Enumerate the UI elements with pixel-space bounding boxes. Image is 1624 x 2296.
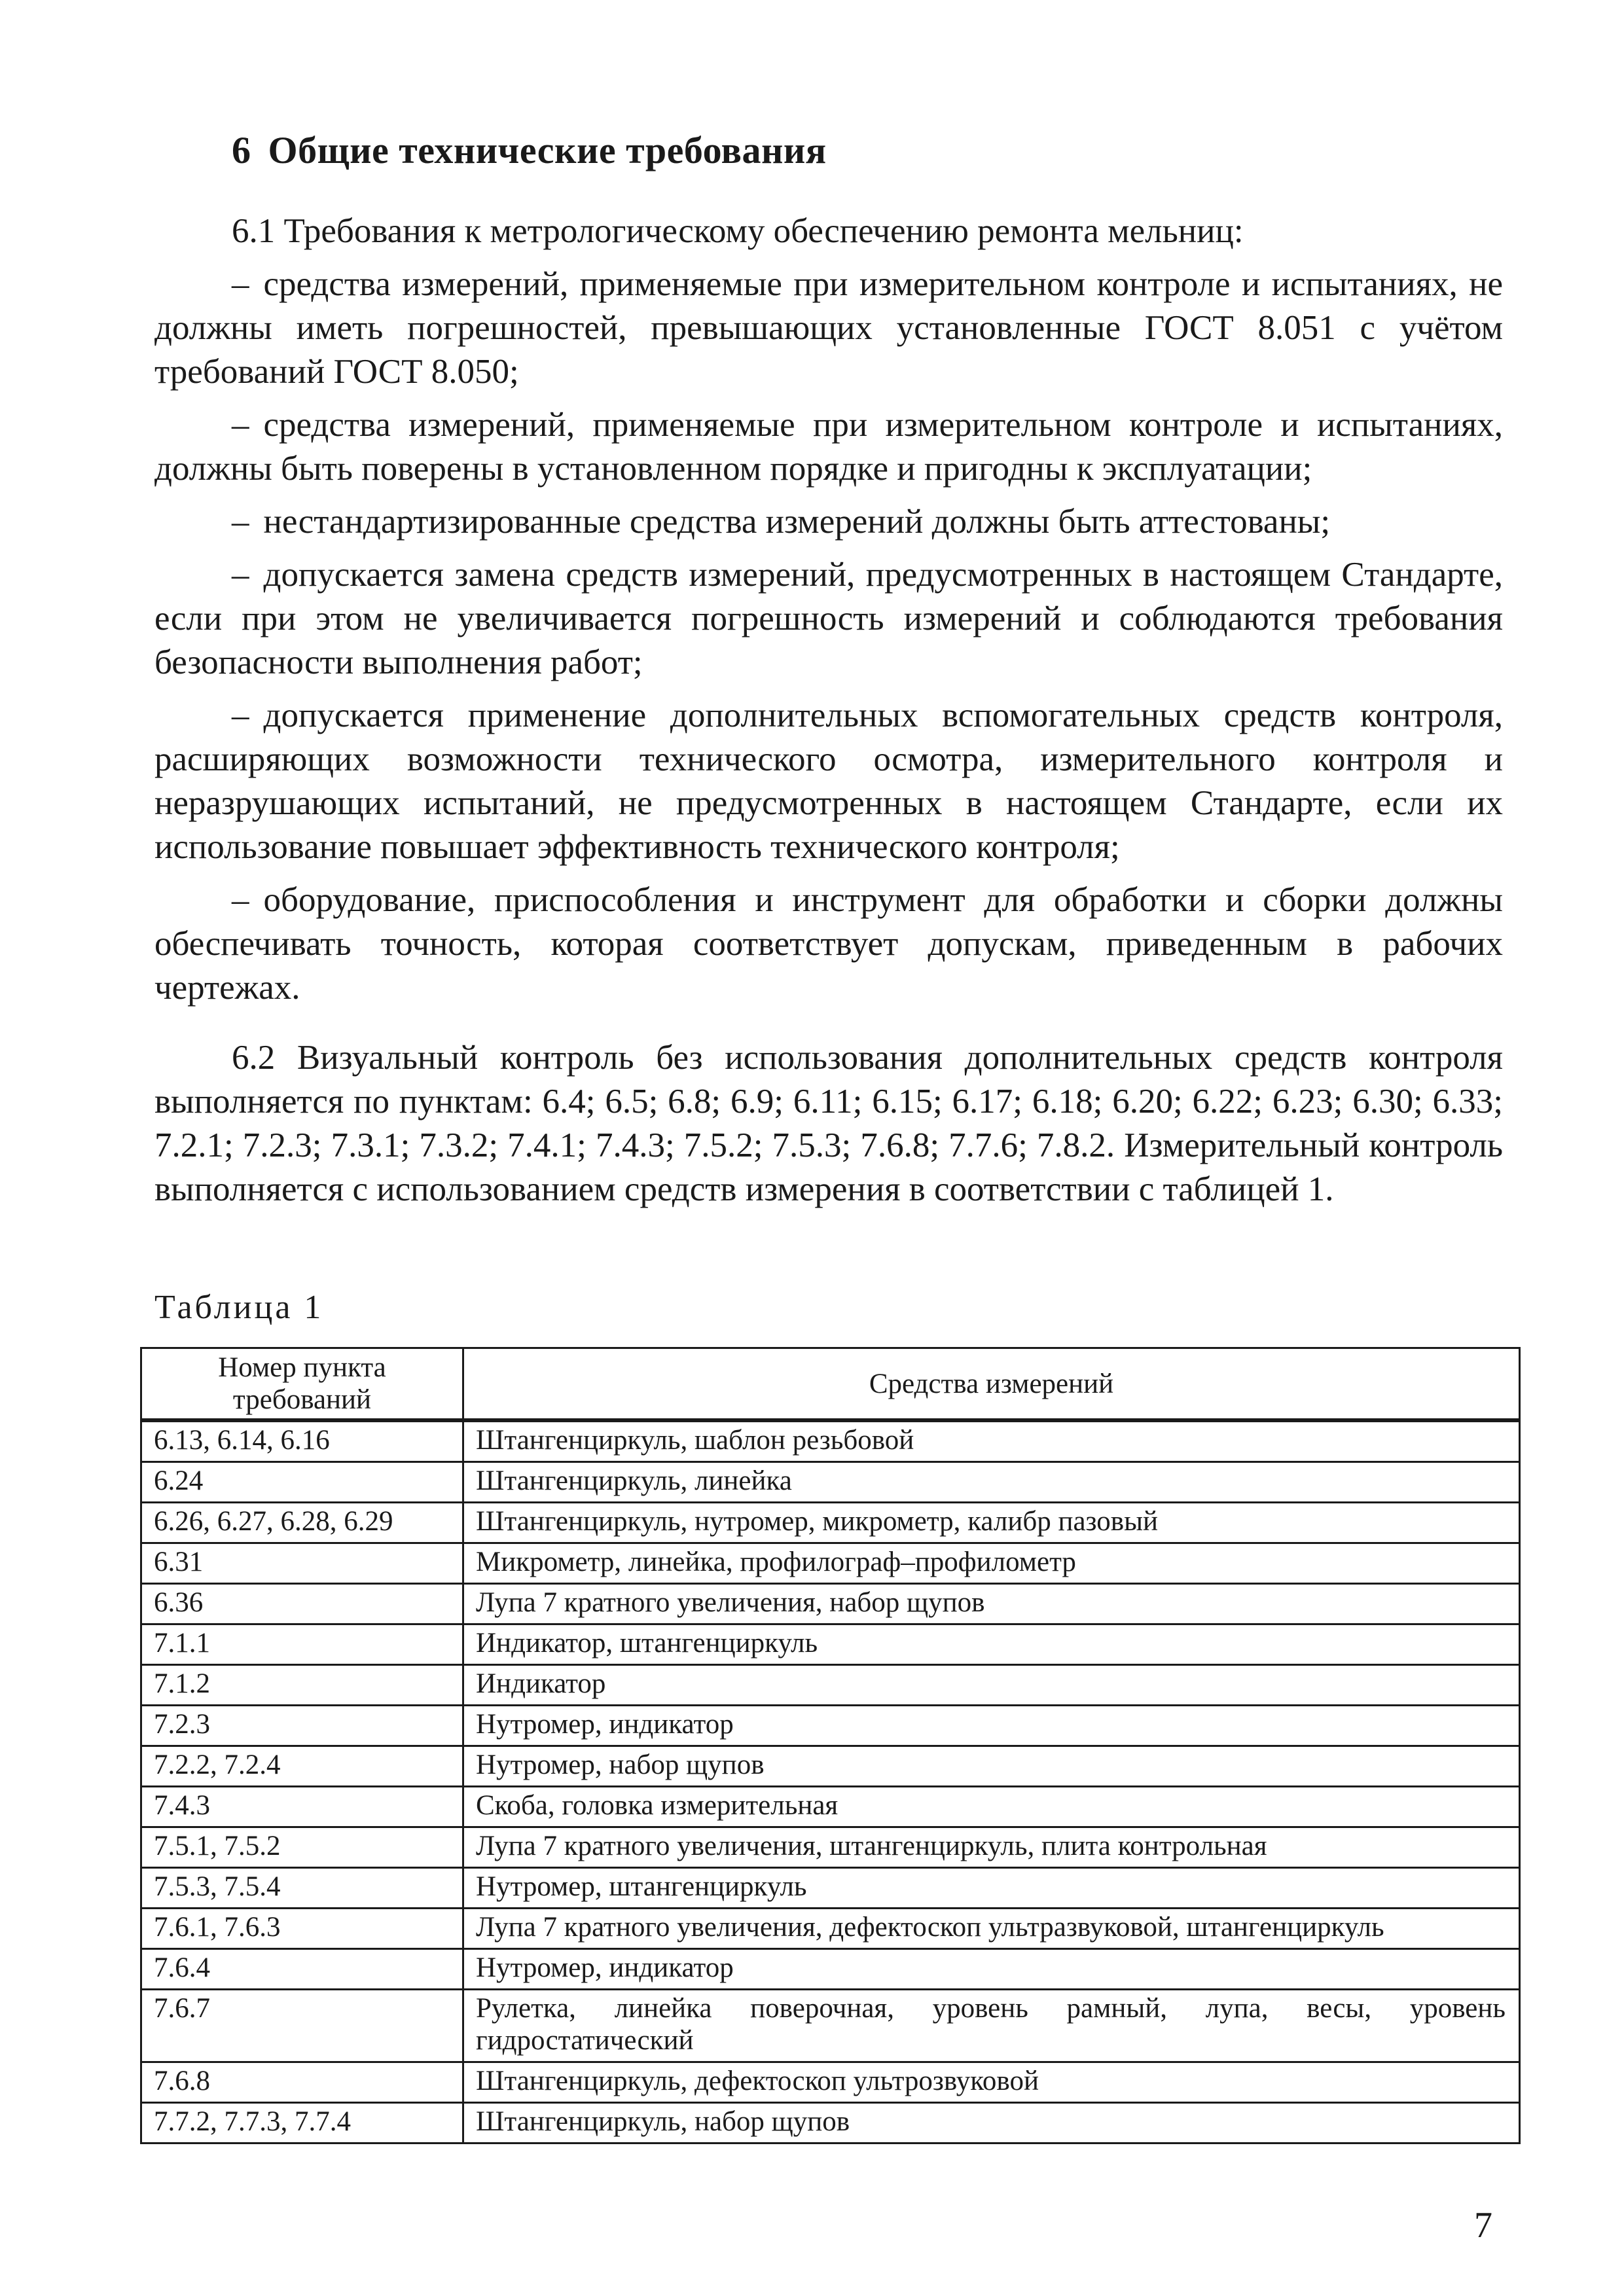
paragraph-text: нестандартизированные средства измерений должны быть аттестованы;	[263, 503, 1331, 541]
table-header-row	[141, 1348, 1520, 1421]
table-row	[141, 1462, 1520, 1503]
cell-item-number: 7.1.1	[141, 1624, 463, 1665]
cell-item-number: 7.6.4	[141, 1949, 463, 1990]
cell-item-number: 6.24	[141, 1462, 463, 1503]
list-item	[154, 553, 1503, 685]
section-heading	[232, 128, 827, 172]
table-row	[141, 1868, 1520, 1909]
cell-item-number: 7.2.3	[141, 1706, 463, 1746]
table-row	[141, 1624, 1520, 1665]
cell-instruments: Лупа 7 кратного увеличения, набор щупов	[463, 1584, 1520, 1624]
cell-instruments: Лупа 7 кратного увеличения, штангенциркуль, плита контрольная	[463, 1827, 1520, 1868]
table-row	[141, 1706, 1520, 1746]
cell-instruments: Нутромер, индикатор	[463, 1949, 1520, 1990]
cell-item-number: 7.1.2	[141, 1665, 463, 1706]
table-row	[141, 1503, 1520, 1543]
measurement-table	[140, 1347, 1521, 2144]
paragraph-text: допускается применение дополнительных вспомогательных средств контроля, расширяющих возможности технического осмотра, измерительного контроля и неразрушающих испытаний, не предусмотренных в настоящем Стандарте, если их использование повышает эффективность технического контроля;	[154, 696, 1503, 866]
paragraph-text: 6.1 Требования к метрологическому обеспечению ремонта мельниц:	[232, 212, 1244, 250]
paragraph-text: 6.2 Визуальный контроль без использования дополнительных средств контроля выполняется по пунктам: 6.4; 6.5; 6.8; 6.9; 6.11; 6.15; 6.17; 6.18; 6.20; 6.22; 6.23; 6.30; 6.33; 7.2.1; 7.2.3; 7.3.1; 7.3.2; 7.4.1; 7.4.3; 7.5.2; 7.5.3; 7.6.8; 7.7.6; 7.8.2. Измерительный контроль выполняется с использованием средств измерения в соответствии с таблицей 1.	[154, 1039, 1503, 1208]
cell-instruments: Микрометр, линейка, профилограф–профилометр	[463, 1543, 1520, 1584]
dash-marker: –	[232, 406, 249, 444]
section-title: Общие технические требования	[268, 129, 827, 171]
cell-item-number: 6.31	[141, 1543, 463, 1584]
cell-instruments: Рулетка, линейка поверочная, уровень рамный, лупа, весы, уровень гидростатический	[463, 1990, 1520, 2062]
cell-item-number: 6.26, 6.27, 6.28, 6.29	[141, 1503, 463, 1543]
list-item	[154, 262, 1503, 394]
dash-marker: –	[232, 265, 249, 303]
cell-item-number: 7.4.3	[141, 1787, 463, 1827]
paragraph-text: средства измерений, применяемые при измерительном контроле и испытаниях, должны быть поверены в установленном порядке и пригодны к эксплуатации;	[154, 406, 1503, 488]
cell-instruments: Нутромер, индикатор	[463, 1706, 1520, 1746]
paragraph	[154, 209, 1503, 253]
list-item	[154, 878, 1503, 1010]
paragraph	[154, 1036, 1503, 1211]
cell-item-number: 7.5.1, 7.5.2	[141, 1827, 463, 1868]
header-item-number: Номер пункта требований	[141, 1348, 463, 1421]
table-row	[141, 1990, 1520, 2062]
list-item	[154, 500, 1503, 544]
cell-instruments: Лупа 7 кратного увеличения, дефектоскоп ультразвуковой, штангенциркуль	[463, 1909, 1520, 1949]
table-row	[141, 1746, 1520, 1787]
paragraph-text: средства измерений, применяемые при измерительном контроле и испытаниях, не должны иметь погрешностей, превышающих установленные ГОСТ 8.051 с учётом требований ГОСТ 8.050;	[154, 265, 1503, 391]
table-row	[141, 1665, 1520, 1706]
cell-instruments: Скоба, головка измерительная	[463, 1787, 1520, 1827]
cell-instruments: Штангенциркуль, шаблон резьбовой	[463, 1420, 1520, 1462]
cell-item-number: 6.36	[141, 1584, 463, 1624]
cell-item-number: 6.13, 6.14, 6.16	[141, 1420, 463, 1462]
header-instruments: Средства измерений	[463, 1348, 1520, 1421]
page-number: 7	[1474, 2205, 1492, 2246]
table-row	[141, 1949, 1520, 1990]
cell-instruments: Штангенциркуль, набор щупов	[463, 2103, 1520, 2144]
section-number: 6	[232, 129, 251, 171]
table-row	[141, 1420, 1520, 1462]
table-row	[141, 1584, 1520, 1624]
cell-instruments: Нутромер, штангенциркуль	[463, 1868, 1520, 1909]
table-body	[141, 1420, 1520, 2144]
cell-instruments: Штангенциркуль, нутромер, микрометр, калибр пазовый	[463, 1503, 1520, 1543]
cell-item-number: 7.6.7	[141, 1990, 463, 2062]
table-caption: Таблица 1	[154, 1289, 324, 1326]
table-row	[141, 2103, 1520, 2144]
dash-marker: –	[232, 556, 249, 594]
dash-marker: –	[232, 503, 249, 541]
cell-item-number: 7.6.1, 7.6.3	[141, 1909, 463, 1949]
cell-instruments: Нутромер, набор щупов	[463, 1746, 1520, 1787]
table-row	[141, 2062, 1520, 2103]
table-row	[141, 1787, 1520, 1827]
list-item	[154, 694, 1503, 869]
dash-marker: –	[232, 881, 249, 919]
body-text	[154, 209, 1503, 1221]
cell-instruments: Штангенциркуль, линейка	[463, 1462, 1520, 1503]
table-row	[141, 1909, 1520, 1949]
table-row	[141, 1827, 1520, 1868]
cell-item-number: 7.7.2, 7.7.3, 7.7.4	[141, 2103, 463, 2144]
cell-item-number: 7.6.8	[141, 2062, 463, 2103]
paragraph-text: допускается замена средств измерений, предусмотренных в настоящем Стандарте, если при этом не увеличивается погрешность измерений и соблюдаются требования безопасности выполнения работ;	[154, 556, 1503, 681]
table-row	[141, 1543, 1520, 1584]
cell-instruments: Штангенциркуль, дефектоскоп ультрозвуковой	[463, 2062, 1520, 2103]
cell-item-number: 7.5.3, 7.5.4	[141, 1868, 463, 1909]
paragraph-text: оборудование, приспособления и инструмент для обработки и сборки должны обеспечивать точность, которая соответствует допускам, приведенным в рабочих чертежах.	[154, 881, 1503, 1007]
cell-instruments: Индикатор, штангенциркуль	[463, 1624, 1520, 1665]
dash-marker: –	[232, 696, 249, 734]
list-item	[154, 403, 1503, 491]
cell-item-number: 7.2.2, 7.2.4	[141, 1746, 463, 1787]
cell-instruments: Индикатор	[463, 1665, 1520, 1706]
